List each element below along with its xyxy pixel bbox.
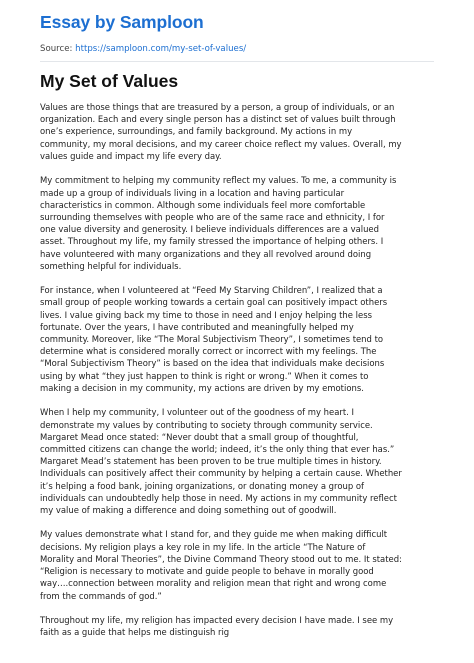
paragraph-line: characteristics in common. Although some individuals feel more comfortable [40, 199, 366, 210]
essay-paragraph [40, 284, 444, 394]
essay-paragraph [40, 528, 444, 601]
paragraph-line: Margaret Mead once stated: “Never doubt that a small group of thoughtful, [40, 431, 359, 442]
source-label: Source: [40, 44, 76, 54]
paragraph-line: Individuals can positively affect their community by helping a certain cause. Whether [40, 468, 402, 479]
paragraph-line: small group of people working towards a certain goal can positively impact others [40, 297, 388, 308]
paragraph-line: from the commands of god.” [40, 590, 162, 601]
paragraph-line: My commitment to helping my community reflect my values. To me, a community is [40, 175, 397, 186]
paragraph-line: one value diversity and generosity. I believe individuals differences are a valued [40, 224, 379, 235]
essay-paragraph [40, 406, 444, 516]
paragraph-line: lives. I value giving back my time to those in need and I enjoy helping the less [40, 309, 372, 320]
paragraph-line: surrounding themselves with people who are of the same race and ethnicity, I for [40, 211, 385, 222]
paragraph-line: my value of making a difference and doing something out of goodwill. [40, 504, 337, 515]
paragraph-line: decisions. My religion plays a key role in my life. In the article “The Nature of [40, 541, 366, 552]
paragraph-line: values guide and impact my life every day. [40, 150, 222, 161]
paragraph-line: fortunate. Over the years, I have contributed and meaningfully helped my [40, 321, 354, 332]
paragraph-line: community, my moral decisions, and my career choice reflect my values. Overall, my [40, 138, 402, 149]
paragraph-line: Throughout my life, my religion has impacted every decision I have made. I see my [40, 615, 394, 625]
essay-title: My Set of Values [40, 71, 179, 91]
essay-paragraph [40, 101, 444, 162]
paragraph-line: have volunteered with many organizations and they all revolved around doing [40, 248, 372, 259]
paragraph-line: asset. Throughout my life, my family stressed the importance of helping others. I [40, 236, 384, 247]
paragraph-line: made up a group of individuals living in a location and having particular [40, 187, 345, 198]
paragraph-line: using by what “they just happen to think is right or wrong.” When it comes to [40, 370, 369, 381]
source-line [40, 44, 246, 54]
paragraph-line: When I help my community, I volunteer out of the goodness of my heart. I [40, 407, 354, 418]
paragraph-line: determine what is considered morally correct or incorrect with my feelings. The [40, 346, 377, 357]
paragraph-line: way….connection between morality and religion mean that right and wrong come [40, 578, 387, 589]
essay-paragraph [40, 174, 444, 272]
paragraph-line: individuals can undoubtedly help those in need. My actions in my community reflect [40, 492, 397, 503]
source-link[interactable]: https://samploon.com/my-set-of-values/ [75, 44, 247, 54]
paragraph-line: organization. Each and every single person has a distinct set of values built through [40, 114, 396, 125]
paragraph-line: Morality and Moral Theories”, the Divine Command Theory stood out to me. It stated: [40, 553, 402, 564]
header-divider [40, 61, 434, 62]
paragraph-line: community. Moreover, like “The Moral Subjectivism Theory”, I sometimes tend to [40, 334, 384, 345]
essay-body [40, 101, 444, 651]
paragraph-line: it’s helping a food bank, joining organizations, or donating money a group of [40, 480, 364, 491]
paragraph-line: “Religion is necessary to motivate and guide people to behave in morally good [40, 566, 374, 577]
essay-paragraph [40, 614, 444, 638]
paragraph-line: Margaret Mead’s statement has been proven to be true multiple times in history. [40, 456, 382, 467]
paragraph-line: faith as a guide that helps me distinguish rig [40, 627, 230, 638]
paragraph-line: For instance, when I volunteered at “Feed My Starving Children”, I realized that a [40, 285, 383, 296]
paragraph-line: “Moral Subjectivism Theory” is based on the idea that individuals make decisions [40, 358, 385, 369]
paragraph-line: one’s experience, surroundings, and family background. My actions in my [40, 126, 353, 137]
paragraph-line: something helpful for individuals. [40, 260, 182, 271]
paragraph-line: Values are those things that are treasured by a person, a group of individuals, or an [40, 102, 395, 112]
brand-title: Essay by Samploon [40, 12, 204, 32]
paragraph-line: making a decision in my community, my actions are driven by my emotions. [40, 382, 364, 393]
paragraph-line: My values demonstrate what I stand for, and they guide me when making difficult [40, 529, 388, 540]
paragraph-line: demonstrate my values by contributing to society through community service. [40, 419, 373, 430]
paragraph-line: committed citizens can change the world; indeed, it’s the only thing that ever has.” [40, 443, 395, 454]
